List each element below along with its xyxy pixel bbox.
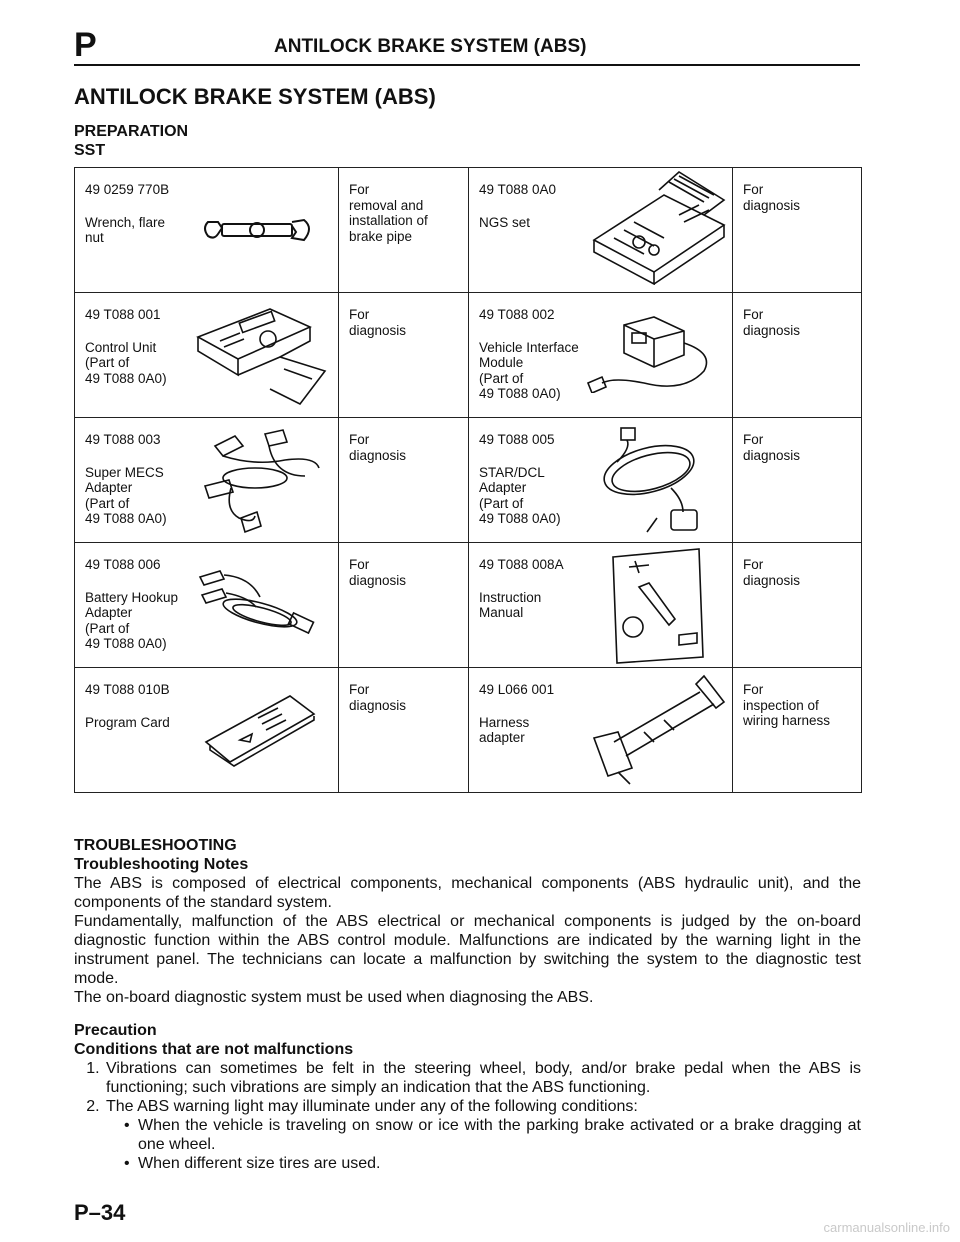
bullet-list <box>106 1116 861 1173</box>
tool-case-icon <box>584 170 729 285</box>
bullet-item: • When the vehicle is traveling on snow or ice with the parking brake activated or a brake dragging at one wheel. <box>124 1116 861 1154</box>
purpose-cell: For removal and installation of brake pipe <box>339 168 469 293</box>
sst-row <box>75 418 862 543</box>
tool-cell <box>75 543 339 668</box>
precaution-heading: Precaution <box>74 1022 157 1039</box>
purpose-cell: For diagnosis <box>733 543 862 668</box>
sst-row <box>75 543 862 668</box>
precaution-list <box>74 1059 861 1173</box>
tool-cell <box>469 543 733 668</box>
purpose-cell: For diagnosis <box>339 293 469 418</box>
header-title: ANTILOCK BRAKE SYSTEM (ABS) <box>274 36 587 57</box>
preparation-heading <box>74 122 188 160</box>
sst-label: SST <box>74 142 106 159</box>
harness-adapter-icon <box>574 672 729 790</box>
list-item: 1. Vibrations can sometimes be felt in the steering wheel, body, and/or brake pedal when the ABS is functioning; such vibrations are simply an indication that the ABS functioning. <box>104 1059 861 1097</box>
tool-name: Vehicle Interface Module (Part of 49 T088 0A0) <box>479 339 579 401</box>
control-unit-icon <box>190 299 335 409</box>
tool-number: 49 T088 0A0 <box>479 182 557 197</box>
troubleshooting-section <box>74 836 861 1007</box>
tool-number: 49 T088 001 <box>85 307 161 322</box>
tool-number: 49 L066 001 <box>479 682 555 697</box>
watermark: carmanualsonline.info <box>823 1220 950 1235</box>
tool-name: Super MECS Adapter (Part of 49 T088 0A0) <box>85 464 167 526</box>
tool-number: 49 T088 010B <box>85 682 170 697</box>
tool-number: 49 T088 003 <box>85 432 161 447</box>
coiled-cable-icon <box>587 422 727 537</box>
purpose-cell: For diagnosis <box>733 168 862 293</box>
tool-cell <box>75 418 339 543</box>
troubleshooting-notes-heading: Troubleshooting Notes <box>74 856 249 873</box>
battery-clips-icon <box>190 557 335 647</box>
tool-number: 49 T088 005 <box>479 432 555 447</box>
mecs-adapter-icon <box>195 426 335 536</box>
list-item <box>104 1097 861 1173</box>
bullet-item: • When different size tires are used. <box>124 1154 861 1173</box>
precaution-section <box>74 1021 861 1173</box>
troubleshooting-heading: TROUBLESHOOTING <box>74 837 237 854</box>
program-card-icon <box>200 690 320 770</box>
tool-cell <box>75 668 339 793</box>
tool-cell <box>469 668 733 793</box>
tool-name: Control Unit (Part of 49 T088 0A0) <box>85 339 167 386</box>
flare-nut-wrench-icon <box>200 210 320 250</box>
sst-row <box>75 668 862 793</box>
purpose-cell: For diagnosis <box>733 418 862 543</box>
sst-row <box>75 168 862 293</box>
tool-name: Harness adapter <box>479 714 530 745</box>
paragraph: The on-board diagnostic system must be used when diagnosing the ABS. <box>74 989 594 1006</box>
page-header <box>74 28 860 66</box>
manual-book-icon <box>609 547 709 665</box>
tool-name: Wrench, flare nut <box>85 214 166 245</box>
tool-number: 49 0259 770B <box>85 182 170 197</box>
purpose-cell: For diagnosis <box>733 293 862 418</box>
tool-cell <box>469 293 733 418</box>
page-title: ANTILOCK BRAKE SYSTEM (ABS) <box>74 84 436 109</box>
tool-number: 49 T088 008A <box>479 557 564 572</box>
interface-module-icon <box>584 313 724 393</box>
purpose-cell: For diagnosis <box>339 668 469 793</box>
tool-name: Battery Hookup Adapter (Part of 49 T088 0A0) <box>85 589 179 651</box>
page-number: P–34 <box>74 1200 126 1225</box>
section-letter: P <box>74 26 97 64</box>
precaution-subheading: Conditions that are not malfunctions <box>74 1041 354 1058</box>
tool-name: Instruction Manual <box>479 589 542 620</box>
purpose-cell: For diagnosis <box>339 418 469 543</box>
tool-cell <box>469 418 733 543</box>
tool-name: NGS set <box>479 214 531 230</box>
tool-cell <box>75 293 339 418</box>
tool-number: 49 T088 006 <box>85 557 161 572</box>
tool-name: Program Card <box>85 714 170 730</box>
paragraph: The ABS is composed of electrical components, mechanical components (ABS hydraulic unit), and the components of the standard system. <box>74 875 861 911</box>
sst-row <box>75 293 862 418</box>
paragraph: Fundamentally, malfunction of the ABS electrical or mechanical components is judged by the on-board diagnostic function within the ABS control module. Malfunctions are indicated by the warning light in the instrument panel. The technicians can locate a malfunction by switching the system to the diagnostic test mode. <box>74 913 861 987</box>
purpose-cell: For diagnosis <box>339 543 469 668</box>
list-item-text: The ABS warning light may illuminate under any of the following conditions: <box>106 1098 638 1115</box>
tool-name: STAR/DCL Adapter (Part of 49 T088 0A0) <box>479 464 561 526</box>
purpose-cell: For inspection of wiring harness <box>733 668 862 793</box>
tool-cell <box>469 168 733 293</box>
sst-table <box>74 167 862 793</box>
preparation-label: PREPARATION <box>74 123 189 140</box>
tool-cell <box>75 168 339 293</box>
tool-number: 49 T088 002 <box>479 307 555 322</box>
